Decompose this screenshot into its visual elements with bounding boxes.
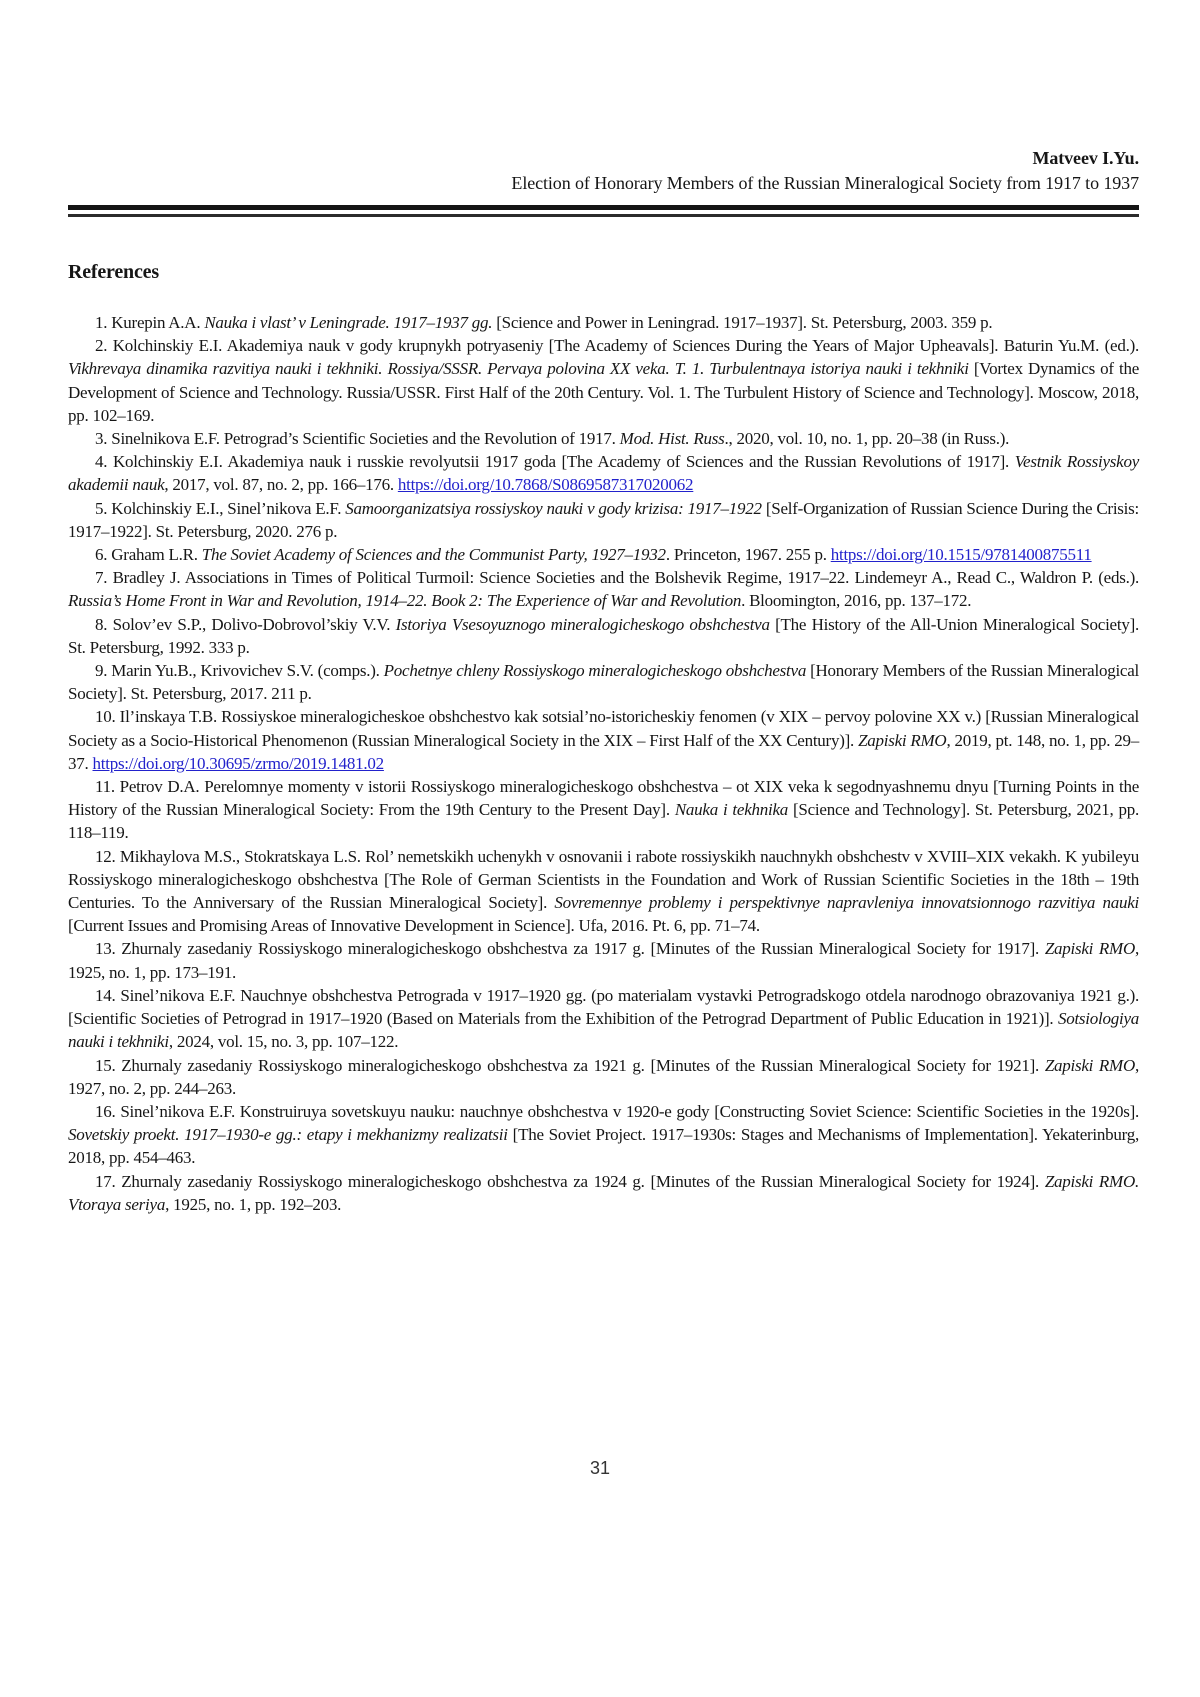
reference-item: 8. Solov’ev S.P., Dolivo-Dobrovol’skiy V.V. Istoriya Vsesoyuznogo mineralogicheskogo obshchestva [The History of the All-Union Mineralogical Society]. St. Petersburg, 1992. 333 p. bbox=[68, 614, 1139, 657]
reference-item: 10. Il’inskaya T.B. Rossiyskoe mineralogicheskoe obshchestvo kak sotsial’no-istoricheskiy fenomen (v XIX – pervoy polovine XX v.) [Russian Mineralogical Society as a Socio-Historical Phenomenon (Russian Mineralogical Society in the XIX – First Half of the XX Century)]. Zapiski RMO, 2019, pt. 148, no. 1, pp. 29–37. https://doi.org/10.30695/zrmo/2019.1481.02 bbox=[68, 707, 1140, 773]
reference-item: 7. Bradley J. Associations in Times of Political Turmoil: Science Societies and the Bolshevik Regime, 1917–22. Lindemeyr A., Read C., Waldron P. (eds.). Russia’s Home Front in War and Revolution, 1914–22. Book 2: The Experience of War and Revolution. Bloomington, 2016, pp. 137–172. bbox=[68, 568, 1139, 611]
doi-link[interactable]: https://doi.org/10.1515/9781400875511 bbox=[830, 545, 1092, 565]
reference-item: 4. Kolchinskiy E.I. Akademiya nauk i russkie revolyutsii 1917 goda [The Academy of Sciences and the Russian Revolutions of 1917]. Vestnik Rossiyskoy akademii nauk, 2017, vol. 87, no. 2, pp. 166–176. https://doi.org/10.7868/S0869587317020062 bbox=[68, 452, 1139, 495]
reference-source-title: Sovetskiy proekt. 1917–1930-e gg.: etapy i mekhanizmy realizatsii bbox=[68, 1125, 508, 1145]
reference-source-title: Istoriya Vsesoyuznogo mineralogicheskogo obshchestva bbox=[395, 614, 770, 634]
reference-item: 15. Zhurnaly zasedaniy Rossiyskogo mineralogicheskogo obshchestva za 1921 g. [Minutes of the Russian Mineralogical Society for 1921]. Zapiski RMO, 1927, no. 2, pp. 244–263. bbox=[68, 1055, 1139, 1098]
header-author: Matveev I.Yu. bbox=[1032, 148, 1139, 168]
header-article-title: Election of Honorary Members of the Russian Mineralogical Society from 1917 to 1937 bbox=[511, 173, 1139, 193]
reference-source-title: The Soviet Academy of Sciences and the Communist Party, 1927–1932 bbox=[201, 545, 666, 565]
reference-item: 11. Petrov D.A. Perelomnye momenty v istorii Rossiyskogo mineralogicheskogo obshchestva – ot XIX veka k segodnyashnemu dnyu [Turning Points in the History of the Russian Mineralogical Society: From the 19th Century to the Present Day]. Nauka i tekhnika [Science and Technology]. St. Petersburg, 2021, pp. 118–119. bbox=[68, 777, 1139, 843]
reference-item: 5. Kolchinskiy E.I., Sinel’nikova E.F. Samoorganizatsiya rossiyskoy nauki v gody krizisa: 1917–1922 [Self-Organization of Russian Science During the Crisis: 1917–1922]. St. Petersburg, 2020. 276 p. bbox=[68, 498, 1139, 541]
reference-item: 9. Marin Yu.B., Krivovichev S.V. (comps.). Pochetnye chleny Rossiyskogo mineralogicheskogo obshchestva [Honorary Members of the Russian Mineralogical Society]. St. Petersburg, 2017. 211 p. bbox=[68, 661, 1139, 704]
reference-source-title: Sovremennye problemy i perspektivnye napravleniya innovatsionnogo razvitiya nauki bbox=[554, 893, 1139, 913]
reference-source-title: Nauka i vlast’ v Leningrade. 1917–1937 gg. bbox=[204, 313, 493, 332]
document-page bbox=[68, 0, 1139, 1697]
reference-item: 16. Sinel’nikova E.F. Konstruiruya sovetskuyu nauku: nauchnye obshchestva v 1920-e gody [Constructing Soviet Science: Scientific Societies in the 1920s]. Sovetskiy proekt. 1917–1930-e gg.: etapy i mekhanizmy realizatsii [The Soviet Project. 1917–1930s: Stages and Mechanisms of Implementation]. Yekaterinburg, 2018, pp. 454–463. bbox=[68, 1101, 1140, 1168]
divider-thick-rule bbox=[68, 205, 1139, 210]
reference-item: 6. Graham L.R. The Soviet Academy of Sciences and the Communist Party, 1927–1932. Princeton, 1967. 255 p. https://doi.org/10.1515/9781400875511 bbox=[95, 545, 1092, 565]
divider-thin-rule bbox=[68, 214, 1139, 217]
reference-source-title: Mod. Hist. Russ bbox=[619, 429, 725, 449]
doi-link[interactable]: https://doi.org/10.30695/zrmo/2019.1481.02 bbox=[92, 753, 384, 773]
reference-item: 1. Kurepin A.A. Nauka i vlast’ v Leningrade. 1917–1937 gg. [Science and Power in Leningrad. 1917–1937]. St. Petersburg, 2003. 359 p. bbox=[95, 313, 993, 332]
reference-source-title: Samoorganizatsiya rossiyskoy nauki v gody krizisa: 1917–1922 bbox=[345, 498, 762, 518]
reference-item: 17. Zhurnaly zasedaniy Rossiyskogo mineralogicheskogo obshchestva za 1924 g. [Minutes of the Russian Mineralogical Society for 1924]. Zapiski RMO. Vtoraya seriya, 1925, no. 1, pp. 192–203. bbox=[68, 1171, 1139, 1214]
reference-item: 14. Sinel’nikova E.F. Nauchnye obshchestva Petrograda v 1917–1920 gg. (po materialam vystavki Petrogradskogo otdela narodnogo obrazovaniya 1921 g.). [Scientific Societies of Petrograd in 1917–1920 (Based on Materials from the Exhibition of the Petrograd Department of Public Education in 1921)]. Sotsiologiya nauki i tekhniki, 2024, vol. 15, no. 3, pp. 107–122. bbox=[68, 985, 1139, 1052]
reference-source-title: Vestnik Rossiyskoy akademii nauk bbox=[68, 452, 1139, 495]
header-divider bbox=[68, 205, 1139, 217]
reference-source-title: Sotsiologiya nauki i tekhniki bbox=[68, 1009, 1139, 1052]
running-header bbox=[68, 0, 1139, 196]
references-list bbox=[68, 311, 1139, 1216]
doi-link[interactable]: https://doi.org/10.7868/S0869587317020062 bbox=[397, 475, 694, 495]
reference-item: 12. Mikhaylova M.S., Stokratskaya L.S. Rol’ nemetskikh uchenykh v osnovanii i rabote rossiyskikh nauchnykh obshchestv v XVIII–XIX vekakh. K yubileyu Rossiyskogo mineralogicheskogo obshchestva [The Role of German Scientists in the Foundation and Work of Russian Scientific Societies in the 18th – 19th Centuries. To the Anniversary of the Russian Mineralogical Society]. Sovremennye problemy i perspektivnye napravleniya innovatsionnogo razvitiya nauki [Current Issues and Promising Areas of Innovative Development in Science]. Ufa, 2016. Pt. 6, pp. 71–74. bbox=[68, 846, 1139, 936]
reference-source-title: Pochetnye chleny Rossiyskogo mineralogicheskogo obshchestva bbox=[383, 661, 807, 681]
references-heading: References bbox=[68, 261, 159, 283]
reference-source-title: Zapiski RMO bbox=[1044, 939, 1135, 959]
reference-source-title: Vikhrevaya dinamika razvitiya nauki i tekhniki. Rossiya/SSSR. Pervaya polovina XX veka. T. 1. Turbulentnaya istoriya nauki i tekhniki bbox=[68, 359, 969, 379]
reference-source-title: Zapiski RMO bbox=[1044, 1055, 1135, 1075]
page-number: 31 bbox=[589, 1458, 611, 1478]
reference-source-title: Zapiski RMO. Vtoraya seriya bbox=[68, 1171, 1139, 1214]
reference-item: 13. Zhurnaly zasedaniy Rossiyskogo mineralogicheskogo obshchestva za 1917 g. [Minutes of the Russian Mineralogical Society for 1917]. Zapiski RMO, 1925, no. 1, pp. 173–191. bbox=[68, 939, 1139, 982]
reference-item: 3. Sinelnikova E.F. Petrograd’s Scientific Societies and the Revolution of 1917. Mod. Hist. Russ., 2020, vol. 10, no. 1, pp. 20–38 (in Russ.). bbox=[95, 429, 1010, 449]
reference-source-title: Nauka i tekhnika bbox=[674, 800, 789, 820]
reference-source-title: Zapiski RMO bbox=[858, 730, 947, 750]
reference-item: 2. Kolchinskiy E.I. Akademiya nauk v gody krupnykh potryaseniy [The Academy of Sciences During the Years of Major Upheavals]. Baturin Yu.M. (ed.). Vikhrevaya dinamika razvitiya nauki i tekhniki. Rossiya/SSSR. Pervaya polovina XX veka. T. 1. Turbulentnaya istoriya nauki i tekhniki [Vortex Dynamics of the Development of Science and Technology. Russia/USSR. First Half of the 20th Century. Vol. 1. The Turbulent History of Science and Technology]. Moscow, 2018, pp. 102–169. bbox=[68, 336, 1140, 425]
reference-source-title: Russia’s Home Front in War and Revolution, 1914–22. Book 2: The Experience of War and Revolution bbox=[68, 591, 742, 611]
